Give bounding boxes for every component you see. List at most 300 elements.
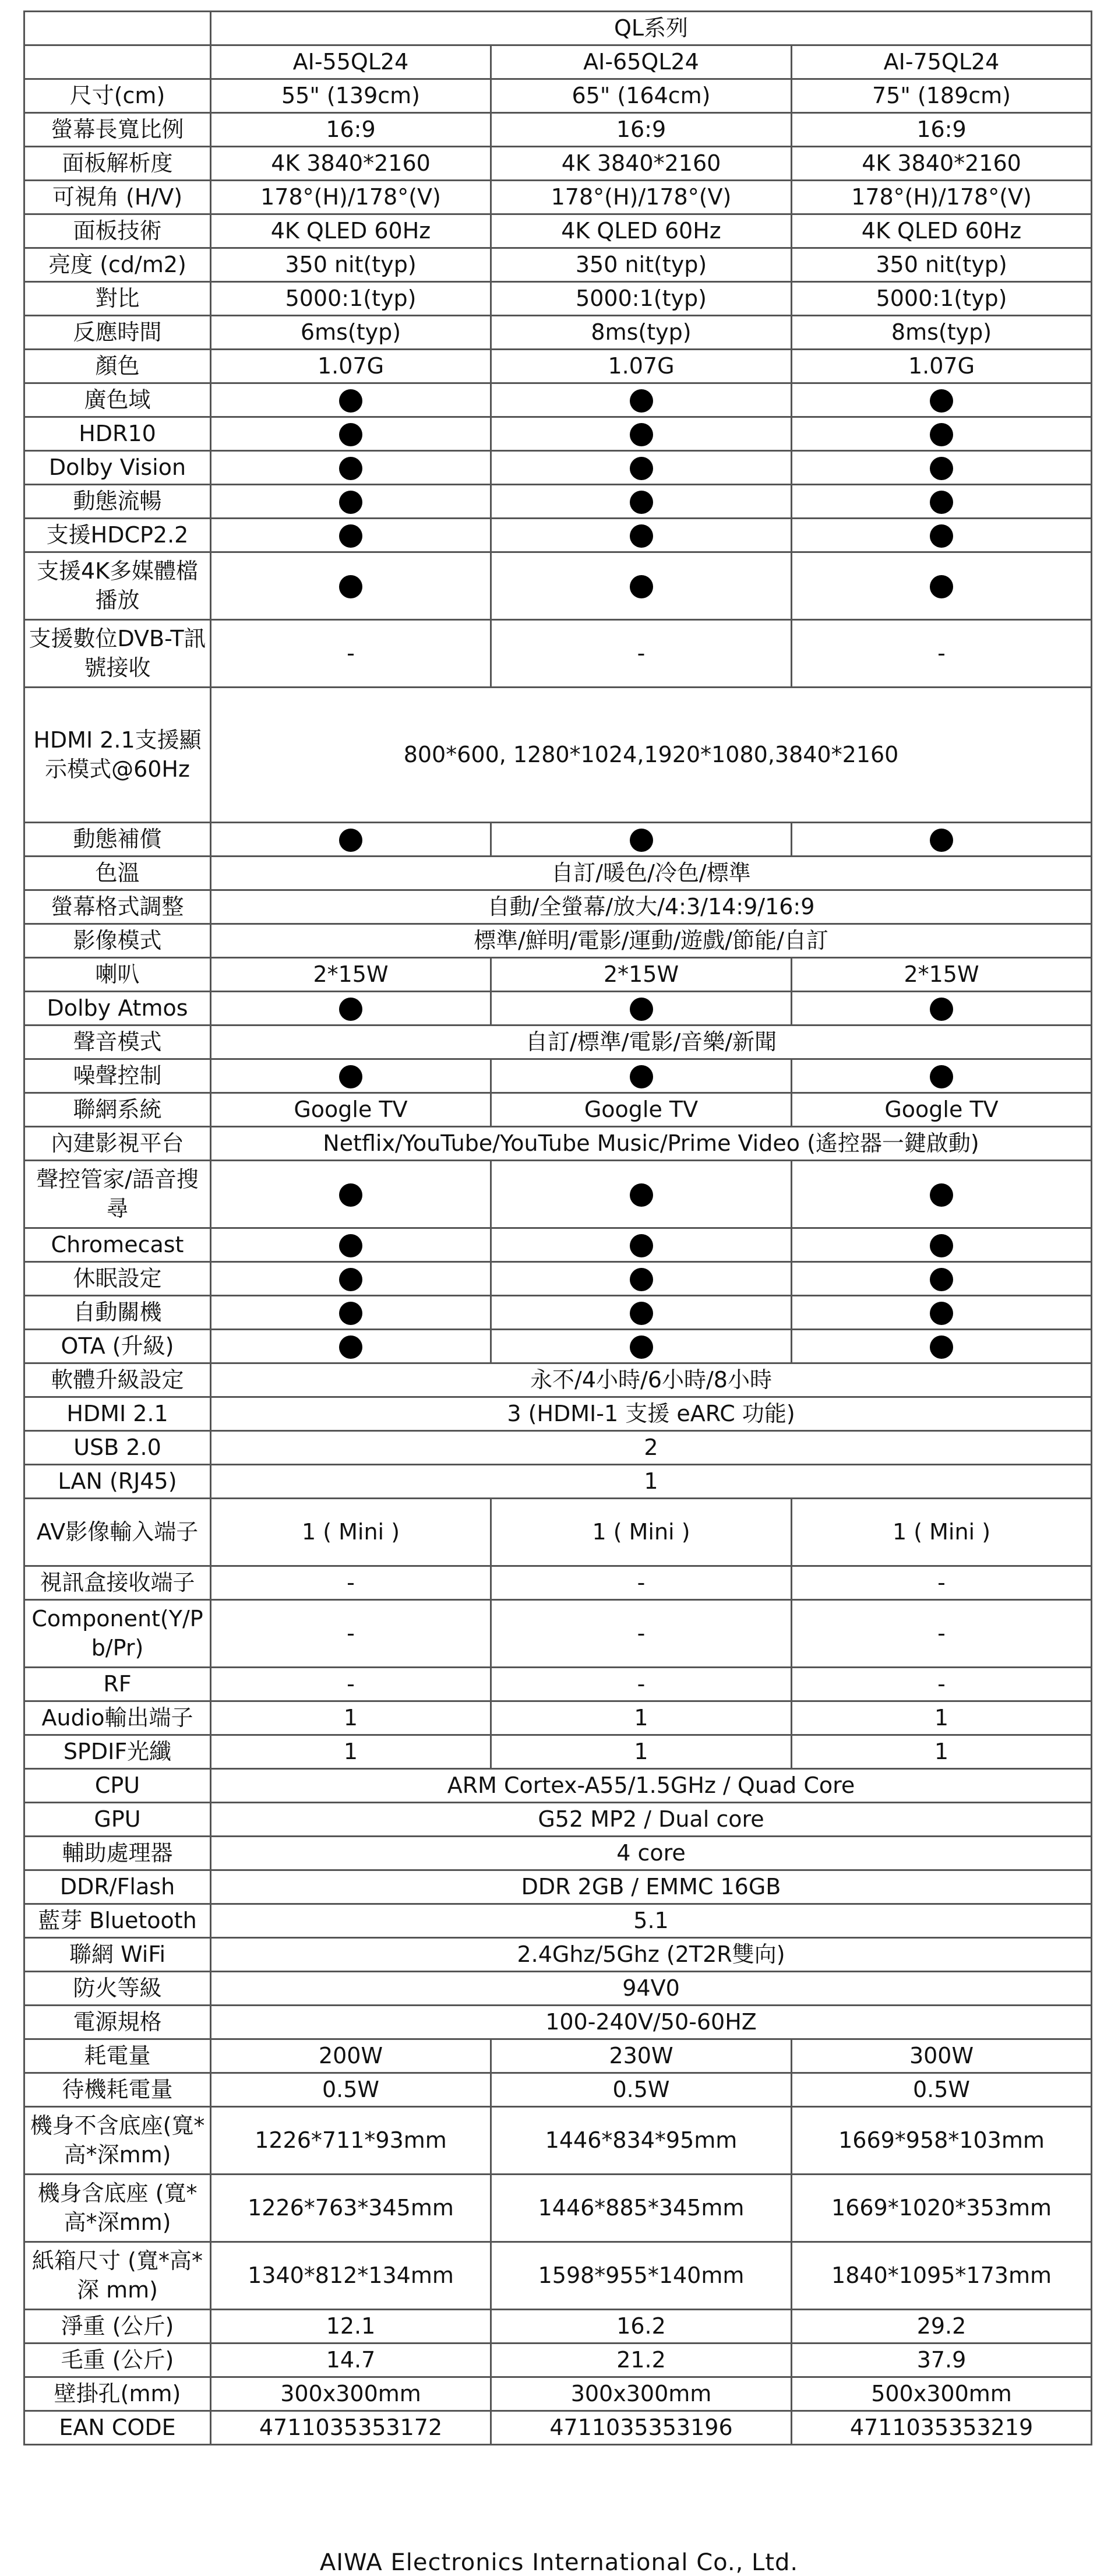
spec-value: 0.5W [792, 2073, 1092, 2107]
supported-dot-icon [339, 457, 362, 480]
spec-label: HDR10 [24, 417, 211, 451]
spec-row [24, 1769, 1092, 1803]
spec-label: 可視角 (H/V) [24, 181, 211, 214]
spec-label: 支援4K多媒體檔播放 [24, 552, 211, 620]
spec-value: 1669*1020*353mm [792, 2175, 1092, 2242]
spec-label: CPU [24, 1769, 211, 1803]
spec-value: 16.2 [491, 2310, 792, 2344]
supported-dot-icon [930, 491, 953, 514]
spec-value: 178°(H)/178°(V) [211, 181, 491, 214]
spec-label: DDR/Flash [24, 1870, 211, 1904]
feature-supported-cell [211, 485, 491, 519]
spec-label: 影像模式 [24, 924, 211, 958]
company-footer: AIWA Electronics International Co., Ltd. [319, 2549, 799, 2576]
spec-row [24, 1127, 1092, 1161]
feature-supported-cell [491, 485, 792, 519]
feature-supported-cell [491, 1262, 792, 1296]
spec-value: 65" (164cm) [491, 79, 792, 113]
supported-dot-icon [630, 1234, 653, 1257]
supported-dot-icon [930, 457, 953, 480]
spec-value: 1598*955*140mm [491, 2242, 792, 2310]
spec-value: 500x300mm [792, 2377, 1092, 2411]
spec-label: OTA (升級) [24, 1330, 211, 1363]
spec-label: 螢幕格式調整 [24, 890, 211, 924]
supported-dot-icon [630, 1183, 653, 1207]
spec-value: 5000:1(typ) [792, 282, 1092, 316]
feature-supported-cell [491, 992, 792, 1026]
spec-label: 壁掛孔(mm) [24, 2377, 211, 2411]
spec-label: Dolby Vision [24, 451, 211, 485]
supported-dot-icon [930, 524, 953, 548]
spec-row [24, 451, 1092, 485]
corner-cell [24, 12, 211, 45]
model-name: AI-65QL24 [491, 45, 792, 79]
spec-label: 電源規格 [24, 2006, 211, 2039]
feature-supported-cell [792, 823, 1092, 857]
feature-supported-cell [491, 451, 792, 485]
spec-value: 14.7 [211, 2344, 491, 2377]
spec-label: GPU [24, 1803, 211, 1837]
spec-label: 紙箱尺寸 (寬*高*深 mm) [24, 2242, 211, 2310]
spec-value-merged: 1 [211, 1465, 1092, 1499]
spec-value: 4K 3840*2160 [211, 147, 491, 181]
model-header-row [24, 45, 1092, 79]
spec-value: 4711035353172 [211, 2411, 491, 2445]
spec-label: HDMI 2.1 [24, 1397, 211, 1431]
spec-row [24, 113, 1092, 147]
spec-label: 聯網 WiFi [24, 1938, 211, 1972]
spec-value: 16:9 [792, 113, 1092, 147]
spec-row [24, 552, 1092, 620]
spec-value: - [491, 1566, 792, 1600]
spec-row [24, 1262, 1092, 1296]
supported-dot-icon [630, 998, 653, 1021]
spec-label: EAN CODE [24, 2411, 211, 2445]
spec-value: 1840*1095*173mm [792, 2242, 1092, 2310]
spec-row [24, 1026, 1092, 1059]
feature-supported-cell [211, 1330, 491, 1363]
supported-dot-icon [630, 829, 653, 852]
spec-row [24, 248, 1092, 282]
spec-value: 5000:1(typ) [491, 282, 792, 316]
supported-dot-icon [339, 575, 362, 598]
supported-dot-icon [930, 998, 953, 1021]
spec-row [24, 417, 1092, 451]
supported-dot-icon [339, 1234, 362, 1257]
supported-dot-icon [630, 575, 653, 598]
spec-value: 230W [491, 2039, 792, 2073]
supported-dot-icon [339, 491, 362, 514]
spec-value: Google TV [211, 1093, 491, 1127]
spec-label: 防火等級 [24, 1972, 211, 2006]
spec-value: - [491, 1600, 792, 1668]
spec-value: - [491, 620, 792, 688]
spec-value: 8ms(typ) [491, 316, 792, 350]
feature-supported-cell [491, 1059, 792, 1093]
feature-supported-cell [491, 519, 792, 552]
feature-supported-cell [792, 1296, 1092, 1330]
feature-supported-cell [491, 1330, 792, 1363]
spec-value: 1 [792, 1701, 1092, 1735]
series-title: QL系列 [211, 12, 1092, 45]
supported-dot-icon [339, 1268, 362, 1291]
spec-row [24, 1465, 1092, 1499]
spec-row [24, 1870, 1092, 1904]
spec-value: 1.07G [491, 350, 792, 383]
spec-value: 1.07G [211, 350, 491, 383]
supported-dot-icon [630, 1335, 653, 1359]
spec-row [24, 1363, 1092, 1397]
spec-value: 300x300mm [211, 2377, 491, 2411]
spec-row [24, 2411, 1092, 2445]
spec-value: - [792, 1600, 1092, 1668]
feature-supported-cell [491, 823, 792, 857]
spec-row [24, 1499, 1092, 1566]
spec-label: 休眠設定 [24, 1262, 211, 1296]
spec-value: 4711035353196 [491, 2411, 792, 2445]
spec-value: 2*15W [491, 958, 792, 992]
spec-label: 聯網系統 [24, 1093, 211, 1127]
spec-label: Dolby Atmos [24, 992, 211, 1026]
spec-value: 350 nit(typ) [792, 248, 1092, 282]
supported-dot-icon [339, 1183, 362, 1207]
spec-label: 喇叭 [24, 958, 211, 992]
spec-value: 1226*763*345mm [211, 2175, 491, 2242]
feature-supported-cell [211, 417, 491, 451]
spec-value: - [211, 620, 491, 688]
feature-supported-cell [792, 485, 1092, 519]
spec-value: 0.5W [211, 2073, 491, 2107]
feature-supported-cell [792, 417, 1092, 451]
supported-dot-icon [930, 389, 953, 413]
spec-row [24, 519, 1092, 552]
spec-label: Component(Y/Pb/Pr) [24, 1600, 211, 1668]
spec-value: 1669*958*103mm [792, 2107, 1092, 2175]
feature-supported-cell [211, 1296, 491, 1330]
spec-label: 色溫 [24, 857, 211, 890]
feature-supported-cell [491, 1296, 792, 1330]
spec-row [24, 958, 1092, 992]
feature-supported-cell [491, 383, 792, 417]
spec-row [24, 1161, 1092, 1228]
spec-table [23, 10, 1092, 2445]
spec-label: LAN (RJ45) [24, 1465, 211, 1499]
spec-value: 4K QLED 60Hz [792, 214, 1092, 248]
spec-row [24, 2107, 1092, 2175]
spec-value: 4K QLED 60Hz [491, 214, 792, 248]
spec-value: 178°(H)/178°(V) [491, 181, 792, 214]
spec-value: 300W [792, 2039, 1092, 2073]
spec-label: USB 2.0 [24, 1431, 211, 1465]
supported-dot-icon [930, 1234, 953, 1257]
feature-supported-cell [211, 1228, 491, 1262]
spec-value: 1226*711*93mm [211, 2107, 491, 2175]
supported-dot-icon [339, 1302, 362, 1325]
feature-supported-cell [792, 1161, 1092, 1228]
spec-value: 1 [491, 1701, 792, 1735]
feature-supported-cell [211, 1161, 491, 1228]
feature-supported-cell [211, 451, 491, 485]
spec-value: 1 ( Mini ) [211, 1499, 491, 1566]
spec-value: 75" (189cm) [792, 79, 1092, 113]
spec-label: 耗電量 [24, 2039, 211, 2073]
spec-label: 藍芽 Bluetooth [24, 1904, 211, 1938]
spec-row [24, 890, 1092, 924]
spec-value-merged: ARM Cortex-A55/1.5GHz / Quad Core [211, 1769, 1092, 1803]
series-header-row [24, 12, 1092, 45]
spec-row [24, 2344, 1092, 2377]
spec-value: 6ms(typ) [211, 316, 491, 350]
spec-label: 機身含底座 (寬*高*深mm) [24, 2175, 211, 2242]
feature-supported-cell [211, 1059, 491, 1093]
spec-value-merged: 800*600, 1280*1024,1920*1080,3840*2160 [211, 688, 1092, 823]
spec-label: 螢幕長寬比例 [24, 113, 211, 147]
spec-row [24, 181, 1092, 214]
supported-dot-icon [339, 423, 362, 446]
spec-value: - [211, 1668, 491, 1701]
spec-label: 對比 [24, 282, 211, 316]
spec-value: 16:9 [491, 113, 792, 147]
spec-value: - [792, 620, 1092, 688]
feature-supported-cell [792, 1059, 1092, 1093]
feature-supported-cell [792, 451, 1092, 485]
supported-dot-icon [630, 1268, 653, 1291]
supported-dot-icon [930, 423, 953, 446]
spec-label: 面板解析度 [24, 147, 211, 181]
supported-dot-icon [630, 423, 653, 446]
spec-row [24, 2377, 1092, 2411]
supported-dot-icon [339, 1335, 362, 1359]
spec-label: 支援HDCP2.2 [24, 519, 211, 552]
spec-row [24, 485, 1092, 519]
supported-dot-icon [630, 491, 653, 514]
supported-dot-icon [339, 829, 362, 852]
spec-row [24, 316, 1092, 350]
supported-dot-icon [930, 575, 953, 598]
model-name: AI-75QL24 [792, 45, 1092, 79]
spec-value-merged: 標準/鮮明/電影/運動/遊戲/節能/自訂 [211, 924, 1092, 958]
spec-row [24, 2006, 1092, 2039]
spec-row [24, 383, 1092, 417]
spec-value: 2*15W [792, 958, 1092, 992]
supported-dot-icon [339, 524, 362, 548]
spec-value: 1446*834*95mm [491, 2107, 792, 2175]
spec-label: 動態補償 [24, 823, 211, 857]
feature-supported-cell [491, 1161, 792, 1228]
spec-label: 軟體升級設定 [24, 1363, 211, 1397]
spec-value: 12.1 [211, 2310, 491, 2344]
spec-value: 5000:1(typ) [211, 282, 491, 316]
spec-label: 輔助處理器 [24, 1837, 211, 1870]
supported-dot-icon [339, 998, 362, 1021]
spec-row [24, 823, 1092, 857]
spec-row [24, 2242, 1092, 2310]
spec-row [24, 1228, 1092, 1262]
spec-value: - [211, 1566, 491, 1600]
feature-supported-cell [792, 1228, 1092, 1262]
spec-label: 視訊盒接收端子 [24, 1566, 211, 1600]
spec-row [24, 1330, 1092, 1363]
spec-value: 16:9 [211, 113, 491, 147]
spec-value: 200W [211, 2039, 491, 2073]
feature-supported-cell [211, 552, 491, 620]
spec-value-merged: 永不/4小時/6小時/8小時 [211, 1363, 1092, 1397]
spec-label: 顏色 [24, 350, 211, 383]
supported-dot-icon [930, 1268, 953, 1291]
spec-row [24, 1668, 1092, 1701]
spec-label: 自動關機 [24, 1296, 211, 1330]
spec-value-merged: 94V0 [211, 1972, 1092, 2006]
spec-label: 聲控管家/語音搜尋 [24, 1161, 211, 1228]
spec-label: SPDIF光纖 [24, 1735, 211, 1769]
supported-dot-icon [339, 389, 362, 413]
feature-supported-cell [792, 519, 1092, 552]
spec-row [24, 1431, 1092, 1465]
supported-dot-icon [630, 1302, 653, 1325]
spec-value: 55" (139cm) [211, 79, 491, 113]
spec-row [24, 857, 1092, 890]
spec-value: 178°(H)/178°(V) [792, 181, 1092, 214]
spec-row [24, 282, 1092, 316]
spec-row [24, 924, 1092, 958]
spec-label: 反應時間 [24, 316, 211, 350]
spec-label: Chromecast [24, 1228, 211, 1262]
spec-value-merged: 100-240V/50-60HZ [211, 2006, 1092, 2039]
spec-value: 300x300mm [491, 2377, 792, 2411]
spec-label: 尺寸(cm) [24, 79, 211, 113]
feature-supported-cell [792, 1330, 1092, 1363]
spec-value-merged: 5.1 [211, 1904, 1092, 1938]
spec-row [24, 1059, 1092, 1093]
supported-dot-icon [930, 1335, 953, 1359]
feature-supported-cell [211, 519, 491, 552]
spec-row [24, 1972, 1092, 2006]
spec-label: Audio輸出端子 [24, 1701, 211, 1735]
spec-row [24, 1701, 1092, 1735]
spec-value: Google TV [491, 1093, 792, 1127]
spec-value: 4K 3840*2160 [792, 147, 1092, 181]
feature-supported-cell [792, 383, 1092, 417]
spec-value: 4K QLED 60Hz [211, 214, 491, 248]
supported-dot-icon [930, 829, 953, 852]
supported-dot-icon [630, 1065, 653, 1088]
feature-supported-cell [491, 1228, 792, 1262]
spec-value: 29.2 [792, 2310, 1092, 2344]
spec-row [24, 1397, 1092, 1431]
spec-value: 1.07G [792, 350, 1092, 383]
spec-label: 機身不含底座(寬*高*深mm) [24, 2107, 211, 2175]
spec-label: 毛重 (公斤) [24, 2344, 211, 2377]
spec-row [24, 79, 1092, 113]
spec-row [24, 1600, 1092, 1668]
spec-value: 1 [211, 1735, 491, 1769]
spec-value: 350 nit(typ) [211, 248, 491, 282]
spec-row [24, 2175, 1092, 2242]
spec-value-merged: 自訂/標準/電影/音樂/新聞 [211, 1026, 1092, 1059]
spec-label: 淨重 (公斤) [24, 2310, 211, 2344]
supported-dot-icon [930, 1302, 953, 1325]
spec-value-merged: DDR 2GB / EMMC 16GB [211, 1870, 1092, 1904]
spec-label: HDMI 2.1支援顯示模式@60Hz [24, 688, 211, 823]
spec-row [24, 992, 1092, 1026]
spec-value-merged: 2.4Ghz/5Ghz (2T2R雙向) [211, 1938, 1092, 1972]
spec-value: 1 ( Mini ) [792, 1499, 1092, 1566]
supported-dot-icon [930, 1183, 953, 1207]
spec-value: 2*15W [211, 958, 491, 992]
spec-label: 廣色域 [24, 383, 211, 417]
spec-value: 1 ( Mini ) [491, 1499, 792, 1566]
spec-row [24, 688, 1092, 823]
spec-value-merged: 3 (HDMI-1 支援 eARC 功能) [211, 1397, 1092, 1431]
spec-value: 1 [491, 1735, 792, 1769]
spec-value: - [792, 1668, 1092, 1701]
spec-label: AV影像輸入端子 [24, 1499, 211, 1566]
spec-row [24, 1296, 1092, 1330]
spec-row [24, 350, 1092, 383]
spec-value: 0.5W [491, 2073, 792, 2107]
spec-label: 待機耗電量 [24, 2073, 211, 2107]
spec-value: 21.2 [491, 2344, 792, 2377]
spec-value-merged: 自訂/暖色/冷色/標準 [211, 857, 1092, 890]
spec-row [24, 214, 1092, 248]
feature-supported-cell [211, 1262, 491, 1296]
spec-value: 1 [211, 1701, 491, 1735]
spec-label: 聲音模式 [24, 1026, 211, 1059]
spec-value: - [792, 1566, 1092, 1600]
spec-value: 1340*812*134mm [211, 2242, 491, 2310]
supported-dot-icon [630, 524, 653, 548]
spec-value-merged: G52 MP2 / Dual core [211, 1803, 1092, 1837]
spec-value: 4K 3840*2160 [491, 147, 792, 181]
spec-value: 1446*885*345mm [491, 2175, 792, 2242]
spec-label: 亮度 (cd/m2) [24, 248, 211, 282]
supported-dot-icon [339, 1065, 362, 1088]
spec-value: 4711035353219 [792, 2411, 1092, 2445]
spec-row [24, 620, 1092, 688]
spec-value: 350 nit(typ) [491, 248, 792, 282]
spec-value: 37.9 [792, 2344, 1092, 2377]
spec-label: 內建影視平台 [24, 1127, 211, 1161]
feature-supported-cell [211, 992, 491, 1026]
spec-label: 動態流暢 [24, 485, 211, 519]
spec-row [24, 1735, 1092, 1769]
spec-label: 支援數位DVB-T訊號接收 [24, 620, 211, 688]
spec-row [24, 1938, 1092, 1972]
feature-supported-cell [792, 552, 1092, 620]
spec-value: - [211, 1600, 491, 1668]
spec-value-merged: 自動/全螢幕/放大/4:3/14:9/16:9 [211, 890, 1092, 924]
spec-value: 8ms(typ) [792, 316, 1092, 350]
feature-supported-cell [792, 992, 1092, 1026]
model-name: AI-55QL24 [211, 45, 491, 79]
spec-row [24, 2073, 1092, 2107]
spec-value-merged: Netflix/YouTube/YouTube Music/Prime Video (遙控器一鍵啟動) [211, 1127, 1092, 1161]
spec-value-merged: 4 core [211, 1837, 1092, 1870]
model-label-cell [24, 45, 211, 79]
spec-value: Google TV [792, 1093, 1092, 1127]
spec-label: 面板技術 [24, 214, 211, 248]
spec-row [24, 1837, 1092, 1870]
spec-row [24, 1093, 1092, 1127]
spec-value: - [491, 1668, 792, 1701]
spec-label: RF [24, 1668, 211, 1701]
spec-value-merged: 2 [211, 1431, 1092, 1465]
feature-supported-cell [491, 417, 792, 451]
feature-supported-cell [792, 1262, 1092, 1296]
spec-row [24, 2039, 1092, 2073]
spec-value: 1 [792, 1735, 1092, 1769]
spec-row [24, 1904, 1092, 1938]
